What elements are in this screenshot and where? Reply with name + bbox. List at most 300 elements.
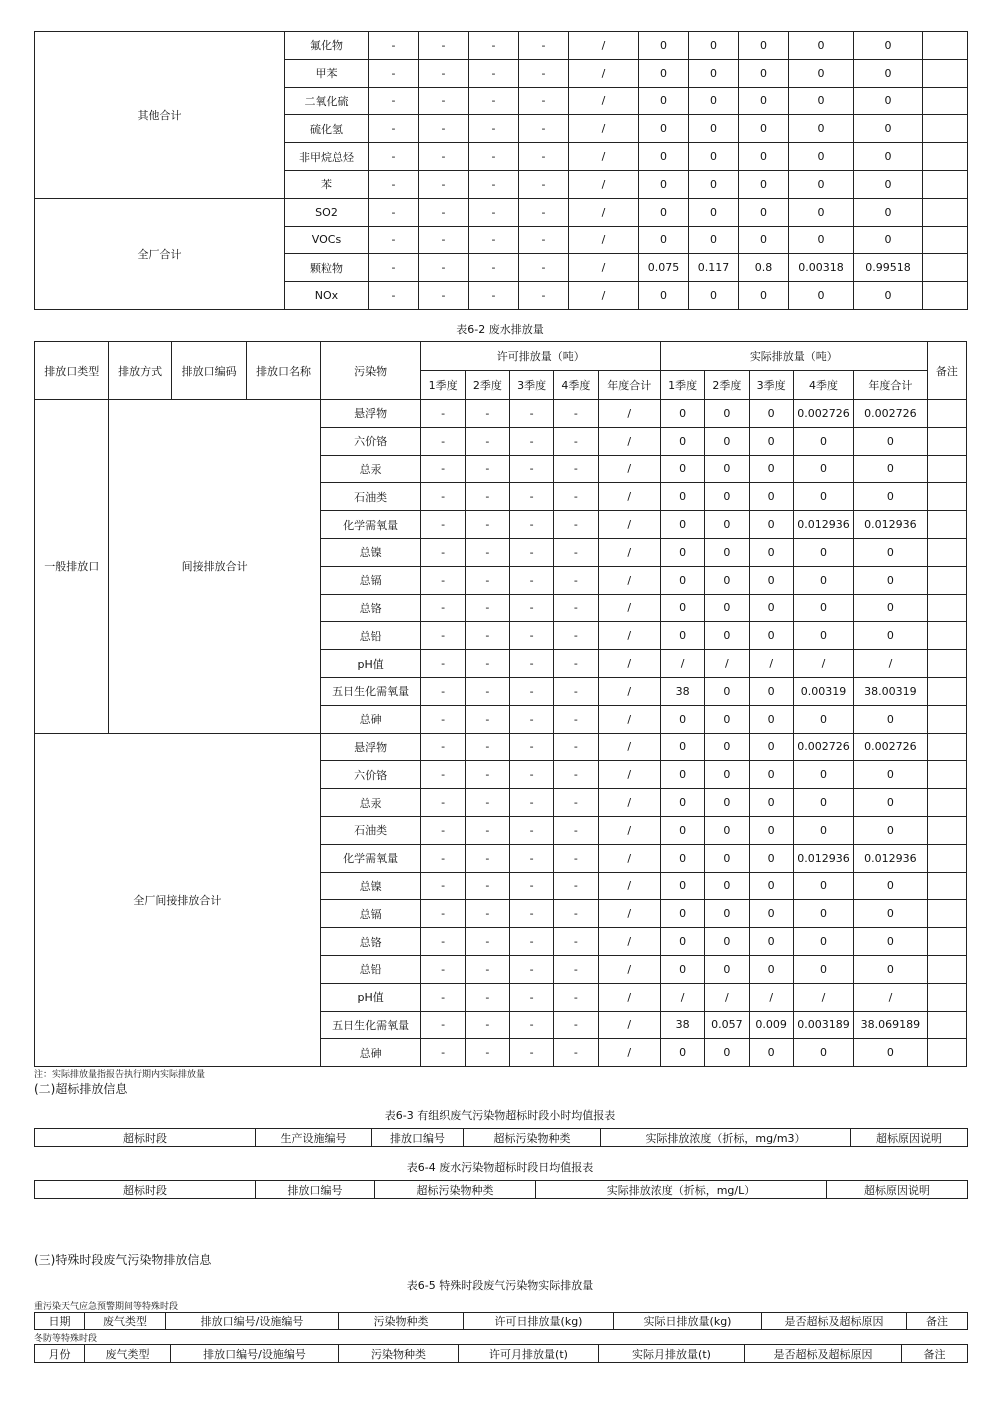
permit-cell: - (369, 32, 419, 60)
actual-cell: 0 (689, 170, 739, 198)
t63-header: 超标时段 (35, 1129, 256, 1147)
permit-cell: / (569, 170, 639, 198)
permit-cell: - (465, 955, 509, 983)
permit-cell: - (465, 677, 509, 705)
pollutant-cell: pH值 (320, 650, 421, 678)
permit-cell: - (421, 650, 465, 678)
t63-header: 超标污染物种类 (464, 1129, 601, 1147)
actual-cell: 0 (854, 143, 923, 171)
actual-cell: 0 (639, 115, 689, 143)
permit-cell: - (465, 733, 509, 761)
remark-cell (923, 59, 968, 87)
pollutant-cell: 五日生化需氧量 (320, 1011, 421, 1039)
table-6-2-caption: 表6-2 废水排放量 (456, 323, 544, 336)
permit-cell: - (419, 59, 469, 87)
permit-cell: - (554, 594, 598, 622)
actual-cell: 0 (689, 59, 739, 87)
remark-cell (927, 483, 966, 511)
permit-cell: / (598, 677, 660, 705)
actual-cell: 0 (639, 282, 689, 310)
group-label: 其他合计 (35, 32, 285, 199)
actual-cell: 0.002726 (793, 733, 853, 761)
remark-cell (927, 872, 966, 900)
pollutant-cell: 二氧化硫 (285, 87, 369, 115)
actual-cell: 0 (660, 594, 704, 622)
actual-cell: 0.075 (639, 254, 689, 282)
permit-cell: / (598, 733, 660, 761)
header-actual-q2: 2季度 (705, 371, 749, 400)
permit-cell: - (369, 198, 419, 226)
t63-header: 生产设施编号 (256, 1129, 372, 1147)
method-cell: 间接排放合计 (109, 400, 320, 734)
permit-cell: - (554, 483, 598, 511)
header-permit-q3: 3季度 (510, 371, 554, 400)
actual-cell: 0 (660, 1039, 704, 1067)
actual-cell: 0 (793, 928, 853, 956)
permit-cell: / (569, 254, 639, 282)
permit-cell: - (510, 455, 554, 483)
permit-cell: - (421, 677, 465, 705)
pollutant-cell: 总镍 (320, 872, 421, 900)
actual-cell: 0 (739, 87, 789, 115)
permit-cell: - (519, 115, 569, 143)
actual-cell: 0 (749, 733, 793, 761)
permit-cell: - (421, 872, 465, 900)
permit-cell: - (510, 955, 554, 983)
actual-cell: 0 (660, 427, 704, 455)
permit-cell: / (598, 983, 660, 1011)
t65-sub1-header: 许可日排放量(kg) (464, 1313, 614, 1330)
t65-sub1-header: 污染物种类 (339, 1313, 464, 1330)
actual-cell: 0 (739, 32, 789, 60)
actual-cell: 0 (639, 198, 689, 226)
actual-cell: 0 (793, 483, 853, 511)
section-3-title: (三)特殊时段废气污染物排放信息 (34, 1253, 212, 1267)
pollutant-cell: 化学需氧量 (320, 511, 421, 539)
remark-cell (927, 538, 966, 566)
actual-cell: 0 (639, 170, 689, 198)
permit-cell: / (598, 1011, 660, 1039)
actual-cell: 0 (705, 622, 749, 650)
actual-cell: 0 (854, 282, 923, 310)
header-pollutant: 污染物 (320, 342, 421, 400)
permit-cell: - (419, 226, 469, 254)
actual-cell: 0 (793, 955, 853, 983)
actual-cell: 0.012936 (793, 844, 853, 872)
t65-sub2-header: 月份 (35, 1345, 85, 1363)
permit-cell: - (465, 538, 509, 566)
permit-cell: - (421, 1011, 465, 1039)
pollutant-cell: 总砷 (320, 1039, 421, 1067)
permit-cell: - (510, 594, 554, 622)
actual-cell: 0 (749, 1039, 793, 1067)
table-6-3-caption: 表6-3 有组织废气污染物超标时段小时均值报表 (384, 1109, 616, 1122)
actual-cell: 0.009 (749, 1011, 793, 1039)
permit-cell: - (421, 455, 465, 483)
permit-cell: - (554, 733, 598, 761)
t64-header: 超标污染物种类 (375, 1181, 536, 1199)
remark-cell (927, 427, 966, 455)
t65-sub2-header: 是否超标及超标原因 (745, 1345, 902, 1363)
permit-cell: - (510, 566, 554, 594)
pollutant-cell: 悬浮物 (320, 733, 421, 761)
pollutant-cell: 总汞 (320, 455, 421, 483)
remark-cell (927, 761, 966, 789)
remark-cell (923, 198, 968, 226)
actual-cell: / (705, 983, 749, 1011)
actual-cell: 0 (854, 455, 927, 483)
actual-cell: 0 (739, 170, 789, 198)
table-6-4 (34, 1180, 968, 1199)
remark-cell (923, 254, 968, 282)
permit-cell: - (510, 733, 554, 761)
permit-cell: - (421, 900, 465, 928)
remark-cell (927, 566, 966, 594)
remark-cell (927, 400, 966, 428)
actual-cell: 0 (705, 789, 749, 817)
actual-cell: 38 (660, 1011, 704, 1039)
permit-cell: - (369, 87, 419, 115)
permit-cell: - (465, 566, 509, 594)
permit-cell: - (465, 594, 509, 622)
actual-cell: 0 (793, 566, 853, 594)
actual-cell: 0 (705, 511, 749, 539)
pollutant-cell: 总铬 (320, 594, 421, 622)
permit-cell: - (369, 115, 419, 143)
permit-cell: - (519, 254, 569, 282)
actual-cell: 0 (749, 538, 793, 566)
actual-cell: 0 (689, 198, 739, 226)
remark-cell (927, 844, 966, 872)
actual-cell: 0 (789, 87, 854, 115)
pollutant-cell: 颗粒物 (285, 254, 369, 282)
permit-cell: - (510, 1011, 554, 1039)
actual-cell: 0 (705, 705, 749, 733)
actual-cell: 0 (854, 955, 927, 983)
permit-cell: - (421, 594, 465, 622)
permit-cell: - (421, 761, 465, 789)
t63-header: 排放口编号 (372, 1129, 464, 1147)
permit-cell: - (369, 143, 419, 171)
header-actual-q4: 4季度 (793, 371, 853, 400)
actual-cell: 0 (854, 226, 923, 254)
header-permit-total: 年度合计 (598, 371, 660, 400)
permit-cell: - (519, 198, 569, 226)
permit-cell: - (369, 254, 419, 282)
header-actual-q3: 3季度 (749, 371, 793, 400)
permit-cell: - (554, 872, 598, 900)
permit-cell: - (554, 955, 598, 983)
t65-sub2-header: 污染物种类 (339, 1345, 459, 1363)
actual-cell: 0 (793, 705, 853, 733)
permit-cell: - (469, 115, 519, 143)
remark-cell (923, 282, 968, 310)
permit-cell: - (554, 455, 598, 483)
actual-cell: 0 (739, 143, 789, 171)
permit-cell: - (510, 511, 554, 539)
actual-cell: 0 (705, 1039, 749, 1067)
table-6-5-winter (34, 1344, 968, 1363)
permit-cell: - (465, 1039, 509, 1067)
actual-cell: 0 (789, 198, 854, 226)
actual-cell: 0 (689, 282, 739, 310)
table-6-5-caption: 表6-5 特殊时段废气污染物实际排放量 (406, 1279, 594, 1292)
actual-cell: 0 (854, 761, 927, 789)
permit-cell: - (419, 143, 469, 171)
actual-cell: 0 (854, 198, 923, 226)
permit-cell: - (465, 900, 509, 928)
permit-cell: - (554, 677, 598, 705)
air-emission-table (34, 31, 968, 310)
actual-cell: 0 (705, 538, 749, 566)
actual-cell: 0 (739, 59, 789, 87)
t65-sub1-header: 排放口编号/设施编号 (166, 1313, 339, 1330)
permit-cell: - (510, 622, 554, 650)
header-permit-q1: 1季度 (421, 371, 465, 400)
permit-cell: - (465, 622, 509, 650)
remark-cell (927, 733, 966, 761)
permit-cell: - (419, 282, 469, 310)
actual-cell: 0 (854, 1039, 927, 1067)
actual-cell: / (749, 983, 793, 1011)
actual-cell: 0 (854, 32, 923, 60)
permit-cell: - (510, 705, 554, 733)
actual-cell: 0 (854, 816, 927, 844)
actual-cell: 0 (705, 872, 749, 900)
table-row (35, 400, 967, 428)
permit-cell: - (554, 1011, 598, 1039)
permit-cell: - (465, 789, 509, 817)
actual-cell: 0 (749, 872, 793, 900)
actual-cell: 0 (660, 566, 704, 594)
pollutant-cell: NOx (285, 282, 369, 310)
actual-cell: 0 (749, 816, 793, 844)
group-label: 全厂间接排放合计 (35, 733, 321, 1067)
actual-cell: 0 (689, 115, 739, 143)
permit-cell: / (598, 816, 660, 844)
permit-cell: - (519, 87, 569, 115)
actual-cell: 0 (660, 900, 704, 928)
actual-cell: 0 (749, 677, 793, 705)
actual-cell: 0 (854, 566, 927, 594)
table-row (35, 198, 968, 226)
permit-cell: - (469, 282, 519, 310)
t64-header: 实际排放浓度（折标，mg/L） (536, 1181, 827, 1199)
actual-cell: 0 (749, 705, 793, 733)
permit-cell: - (510, 983, 554, 1011)
actual-cell: 0.117 (689, 254, 739, 282)
actual-cell: 0 (739, 226, 789, 254)
permit-cell: - (469, 254, 519, 282)
table-row (35, 733, 967, 761)
actual-cell: 0 (854, 928, 927, 956)
permit-cell: / (598, 928, 660, 956)
permit-cell: / (598, 872, 660, 900)
header-outlet-type: 排放口类型 (35, 342, 109, 400)
permit-cell: - (421, 844, 465, 872)
permit-cell: - (421, 400, 465, 428)
pollutant-cell: 石油类 (320, 816, 421, 844)
actual-cell: 0 (660, 733, 704, 761)
actual-cell: 0.002726 (793, 400, 853, 428)
permit-cell: / (598, 650, 660, 678)
actual-cell: 0 (660, 955, 704, 983)
permit-cell: - (421, 789, 465, 817)
actual-cell: 0 (749, 844, 793, 872)
actual-cell: 0 (854, 59, 923, 87)
actual-cell: 0 (689, 226, 739, 254)
permit-cell: - (419, 254, 469, 282)
actual-cell: 0.8 (739, 254, 789, 282)
permit-cell: - (465, 705, 509, 733)
actual-cell: 0 (854, 705, 927, 733)
actual-cell: 0 (793, 816, 853, 844)
actual-cell: 0 (789, 32, 854, 60)
actual-cell: 0 (689, 32, 739, 60)
actual-cell: 0.00319 (793, 677, 853, 705)
table-row (35, 32, 968, 60)
section-2-title: (二)超标排放信息 (34, 1082, 128, 1096)
actual-cell: 0 (660, 400, 704, 428)
permit-cell: - (519, 170, 569, 198)
pollutant-cell: 六价铬 (320, 427, 421, 455)
t63-header: 超标原因说明 (851, 1129, 968, 1147)
permit-cell: - (510, 400, 554, 428)
permit-cell: / (598, 844, 660, 872)
actual-cell: 0.012936 (793, 511, 853, 539)
header-remark: 备注 (927, 342, 966, 400)
actual-cell: 0 (749, 789, 793, 817)
actual-cell: 0 (854, 87, 923, 115)
permit-cell: - (421, 733, 465, 761)
actual-cell: 0 (705, 761, 749, 789)
permit-cell: - (554, 650, 598, 678)
outlet-type-cell: 一般排放口 (35, 400, 109, 734)
actual-cell: 0 (749, 594, 793, 622)
pollutant-cell: 氟化物 (285, 32, 369, 60)
t65-sub2-header: 实际月排放量(t) (599, 1345, 745, 1363)
actual-cell: 0 (789, 143, 854, 171)
actual-cell: / (705, 650, 749, 678)
actual-cell: / (854, 650, 927, 678)
pollutant-cell: 总砷 (320, 705, 421, 733)
permit-cell: - (421, 955, 465, 983)
actual-cell: / (660, 650, 704, 678)
header-actual-q1: 1季度 (660, 371, 704, 400)
actual-cell: 0 (739, 198, 789, 226)
actual-cell: 0 (639, 87, 689, 115)
permit-cell: - (554, 400, 598, 428)
permit-cell: - (465, 427, 509, 455)
permit-cell: - (510, 650, 554, 678)
actual-cell: 0 (689, 143, 739, 171)
actual-cell: / (793, 983, 853, 1011)
permit-cell: - (419, 87, 469, 115)
actual-cell: 0 (660, 789, 704, 817)
pollutant-cell: 化学需氧量 (320, 844, 421, 872)
permit-cell: - (421, 566, 465, 594)
pollutant-cell: 五日生化需氧量 (320, 677, 421, 705)
permit-cell: - (469, 170, 519, 198)
permit-cell: - (421, 928, 465, 956)
permit-cell: - (465, 400, 509, 428)
actual-cell: 0 (793, 789, 853, 817)
permit-cell: - (469, 87, 519, 115)
permit-cell: - (465, 650, 509, 678)
actual-cell: 0 (705, 594, 749, 622)
permit-cell: / (569, 115, 639, 143)
actual-cell: 0 (854, 115, 923, 143)
pollutant-cell: 总镉 (320, 566, 421, 594)
header-permit-q4: 4季度 (554, 371, 598, 400)
permit-cell: - (510, 1039, 554, 1067)
actual-cell: 0 (660, 455, 704, 483)
table-6-3 (34, 1128, 968, 1147)
pollutant-cell: pH值 (320, 983, 421, 1011)
permit-cell: - (510, 789, 554, 817)
permit-cell: - (421, 705, 465, 733)
remark-cell (923, 226, 968, 254)
permit-cell: - (465, 511, 509, 539)
permit-cell: - (469, 198, 519, 226)
permit-cell: - (510, 900, 554, 928)
pollutant-cell: 总铅 (320, 622, 421, 650)
pollutant-cell: 硫化氢 (285, 115, 369, 143)
remark-cell (923, 170, 968, 198)
pollutant-cell: 总铬 (320, 928, 421, 956)
actual-cell: 0 (793, 622, 853, 650)
permit-cell: - (510, 872, 554, 900)
permit-cell: - (510, 677, 554, 705)
permit-cell: - (465, 928, 509, 956)
actual-cell: / (854, 983, 927, 1011)
t65-sub1-label: 重污染天气应急预警期间等特殊时段 (34, 1302, 179, 1312)
remark-cell (923, 32, 968, 60)
actual-cell: 0 (739, 282, 789, 310)
table-6-4-caption: 表6-4 废水污染物超标时段日均值报表 (406, 1161, 594, 1174)
remark-cell (927, 650, 966, 678)
permit-cell: / (598, 511, 660, 539)
actual-cell: 0 (660, 483, 704, 511)
remark-cell (927, 677, 966, 705)
remark-cell (927, 928, 966, 956)
permit-cell: - (421, 816, 465, 844)
permit-cell: - (510, 427, 554, 455)
permit-cell: / (598, 705, 660, 733)
permit-cell: - (469, 59, 519, 87)
permit-cell: / (598, 594, 660, 622)
actual-cell: / (660, 983, 704, 1011)
permit-cell: - (510, 538, 554, 566)
wastewater-emission-table (34, 341, 967, 1067)
permit-cell: - (554, 983, 598, 1011)
header-permit-q2: 2季度 (465, 371, 509, 400)
actual-cell: 0 (705, 900, 749, 928)
permit-cell: - (465, 1011, 509, 1039)
permit-cell: - (465, 483, 509, 511)
permit-cell: / (598, 455, 660, 483)
permit-cell: - (465, 761, 509, 789)
actual-cell: 0 (705, 816, 749, 844)
remark-cell (927, 789, 966, 817)
actual-cell: 0 (789, 226, 854, 254)
actual-cell: 0 (789, 170, 854, 198)
footnote: 注：实际排放量指报告执行期内实际排放量 (34, 1070, 206, 1080)
permit-cell: - (554, 427, 598, 455)
header-permit: 许可排放量（吨） (421, 342, 661, 371)
actual-cell: 0.057 (705, 1011, 749, 1039)
remark-cell (927, 1011, 966, 1039)
